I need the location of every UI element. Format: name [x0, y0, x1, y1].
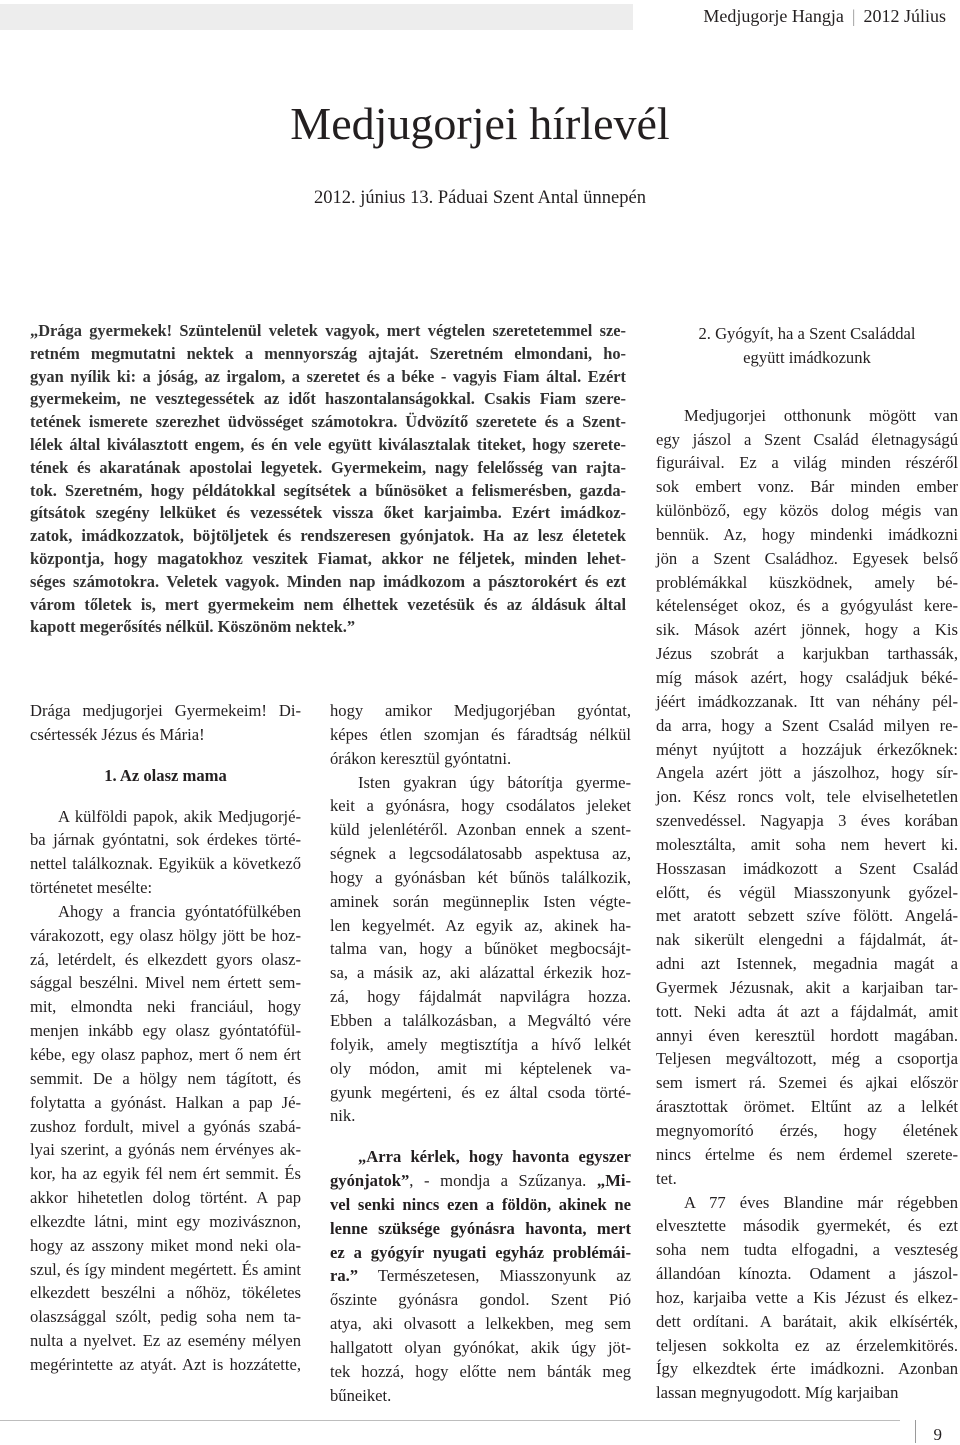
- body-line: semmit. De a hölgy nem tágított, és: [30, 1068, 301, 1088]
- publication-name: Medjugorje Hangja: [703, 6, 844, 26]
- body-line: sem ismert rá. Szemei és ajkai először: [656, 1073, 958, 1093]
- paragraph-gap: [30, 747, 301, 764]
- body-line: len kegyelmét. Az egyik az, akinek ha-: [330, 915, 631, 935]
- body-line: soha nem tudta elfogadni, a veszteség: [656, 1240, 958, 1260]
- message-block: [30, 320, 626, 639]
- body-line: nak sikerült elengedni a fájdalmát, át-: [656, 930, 958, 950]
- column-2: [330, 699, 631, 1407]
- body-line: hoz, karjaiba vette a Kis Jézust és elkez-: [656, 1287, 958, 1307]
- message-line: tének és akaratának apostolai legyetek. Gyermekeim, nagy felelősség van rajta-: [30, 457, 626, 477]
- body-line: várakozott, egy olasz hölgy jött be hoz-: [30, 925, 301, 945]
- body-line: jön a Szent Családhoz. Egyesek belső: [656, 548, 958, 568]
- body-line: állandóan kínozta. Odament a jászol-: [656, 1264, 958, 1284]
- paragraph-gap: [330, 1128, 631, 1145]
- message-line: retném megmutatni nektek a mennyország ajtaját. Szeretném elmondani, ho-: [30, 343, 626, 363]
- body-line: sok embert vonz. Bár minden ember: [656, 477, 958, 497]
- body-line: történetet mesélte:: [30, 878, 153, 898]
- body-line: annyi éven keresztül hordott magában.: [656, 1025, 958, 1045]
- message-line: központja, hogy magatokhoz veszitek Fiamat, akkor ne féljetek, minden lehet-: [30, 548, 626, 568]
- body-line: zá, letérdelt, és elkezdett gyors olasz-: [30, 949, 301, 969]
- body-line: jéért imádkozzanak. Itt van néhány pél-: [656, 691, 958, 711]
- body-line: gyunk megérteni, és ez által csoda törté-: [330, 1082, 631, 1102]
- body-line: megérintette az atyát. Azt is hozzátette,: [30, 1354, 301, 1374]
- message-line: lélek által kiválasztott engem, és én vele együtt kiválasztalak titeket, hogy szerete-: [30, 434, 626, 454]
- body-line: különböző, egy közös dolog mégis van: [656, 501, 958, 521]
- body-line: zushoz fordult, mivel a gyónás szabá-: [30, 1116, 301, 1136]
- quote-line: „Arra kérlek, hogy havonta egyszer: [358, 1147, 631, 1167]
- quote-line: vel senki nincs ezen a földön, akinek ne: [330, 1194, 631, 1214]
- body-line: előtt, és végül Miasszonyunk győzel-: [656, 882, 958, 902]
- body-line: elkezdte látni, mint egy mozivásznon,: [30, 1211, 301, 1231]
- body-line: zá, hogy fájdalmát napvilágra hozza.: [330, 987, 631, 1007]
- body-line: szenvedéssel. Nagyapja 3 éves korában: [656, 811, 958, 831]
- body-line: szul, és így mindent megértett. És amint: [30, 1259, 301, 1279]
- page-subtitle: 2012. június 13. Páduai Szent Antal ünnepén: [314, 188, 646, 208]
- page-title: Medjugorjei hírlevél: [290, 98, 670, 149]
- body-line: folyik, amely megtisztítja a hívő lelkét: [330, 1034, 631, 1054]
- issue-date: 2012 Július: [863, 6, 946, 26]
- message-line: várom tőletek is, mert gyermekeim nem élhettek vezetésük és az áldásuk által: [30, 594, 626, 614]
- body-line: tott. Neki adta át azt a fájdalmát, amit: [656, 1001, 958, 1021]
- body-line: kételenséget okoz, és a gyógyulást kere-: [656, 596, 958, 616]
- body-line: ségnek a legcsodálatosabb aspektusa az,: [330, 844, 631, 864]
- body-line: Gyermek Jézusnak, akit a karjaiban tar-: [656, 977, 958, 997]
- body-line: bennük. Az, hogy mindenki imádkozni: [656, 524, 958, 544]
- paragraph-gap: [656, 387, 958, 404]
- body-line: menjen inkább egy olasz gyóntatófül-: [30, 1021, 301, 1041]
- body-line: kor, ha az egyik fél nem ért semmit. És: [30, 1164, 301, 1184]
- header-separator: |: [851, 6, 856, 26]
- body-line: molesztálta, amit soha nem hevert ki.: [656, 834, 958, 854]
- body-line: aminek során megünnepliк Isten végte-: [330, 891, 631, 911]
- quote-line: atya, aki olvasott a lelkekben, meg sem: [330, 1314, 631, 1334]
- page-number-separator: [915, 1420, 916, 1443]
- body-line: Így elkezdtek érte imádkozni. Azonban: [656, 1359, 958, 1379]
- body-line: egy jászol a Szent Család életnagyságú: [656, 429, 958, 449]
- body-line: Isten gyakran úgy bátorítja gyerme-: [358, 772, 631, 792]
- body-line: kébe, egy olasz paphoz, mert ő nem ért: [30, 1044, 301, 1064]
- body-line: hogy amikor Medjugorjéban gyóntat,: [330, 701, 631, 720]
- body-line: sik. Mások azért jönnek, hogy a Kis: [656, 620, 958, 640]
- body-line: elkezdett beszélni a nőhöz, tökéletes: [30, 1283, 301, 1303]
- quote-line: bűneiket.: [330, 1385, 392, 1405]
- column-1: [30, 699, 301, 1377]
- body-line: Angela azért jött a jászolhoz, hogy sír-: [656, 763, 958, 783]
- body-line: küld jelenlétéről. Azonban ennek a szent-: [330, 820, 631, 840]
- column-3: [656, 322, 958, 1405]
- intro-line: Drága medjugorjei Gyermekeim! Di-: [30, 701, 301, 720]
- message-line: „Drága gyermekek! Szüntelenül veletek vagyok, mert végtelen szeretetemmel sze-: [30, 321, 626, 340]
- running-header: [703, 3, 946, 29]
- body-line: oly módon, amit mi képtelenek va-: [330, 1058, 631, 1078]
- body-line: megnyomorító érzés, hogy életének: [656, 1121, 958, 1140]
- quote-line: ra.” Természetesen, Miasszonyunk az: [330, 1266, 631, 1286]
- quote-line: hallgatott olyan gyónókat, akik úgy jöt-: [330, 1337, 631, 1357]
- body-line: A külföldi papok, akik Medjugorjé-: [58, 806, 301, 826]
- body-line: Jézus szobrát a karjukban tarthassák,: [656, 644, 958, 664]
- body-line: met aratott sebzett szíve fölött. Angelá-: [656, 906, 958, 926]
- body-line: keit a gyónásra, hogy csodálatos jeleket: [330, 796, 631, 816]
- intro-line: csértessék Jézus és Mária!: [30, 724, 205, 744]
- body-line: órákon keresztül gyóntatni.: [330, 748, 512, 768]
- body-line: adni azt Istennek, megadnia magát a: [656, 954, 958, 974]
- quote-line: tek hozzá, hogy előtte nem bánták meg: [330, 1361, 631, 1381]
- body-line: hogy a gyónásban két bűnös találkozik,: [330, 867, 631, 887]
- section-heading: 2. Gyógyít, ha a Szent Családdal: [698, 324, 916, 343]
- body-line: ba járnak gyóntatni, sok érdekes törté-: [30, 830, 301, 850]
- body-line: mit, elmondta neki franciául, hogy: [30, 997, 301, 1017]
- page-number: 9: [933, 1425, 942, 1444]
- quote-line: gyónjatok”, - mondja a Szűzanya. „Mi-: [330, 1171, 631, 1191]
- body-line: problémákkal küszködnek, amely bé-: [656, 572, 958, 592]
- body-line: A 77 éves Blandine már régebben: [684, 1192, 958, 1212]
- body-line: nulta a nyelvet. Ez az esemény mélyen: [30, 1331, 301, 1351]
- header-bar: [0, 4, 633, 30]
- body-line: Hosszasan imádkozott a Szent Család: [656, 858, 958, 878]
- message-line: gítsátok szegény lelküket és vezessétek vissza őket karjaimba. Ezért imádkoz-: [30, 503, 626, 523]
- body-line: Ebben a találkozásban, a Megváltó vére: [330, 1010, 631, 1030]
- body-line: akkor hihetetlen dolog történt. A pap: [30, 1188, 301, 1208]
- quote-line: lenne szüksége gyónásra havonta, mert: [330, 1218, 631, 1238]
- body-line: nik.: [330, 1106, 356, 1126]
- body-line: képes étlen szomjan és fáradtság nélkül: [330, 724, 631, 744]
- body-line: figuráival. Ez a világ minden részéről: [656, 453, 958, 473]
- body-line: árasztottak örömet. Eltűnt az a lelkét: [656, 1097, 958, 1117]
- message-line: gyan nyílik ki: a jóság, az irgalom, a szeretet és a béke - vagyis Fiam által. Ezért: [30, 366, 626, 386]
- body-line: Teljesen megváltozott, még a csoportja: [656, 1049, 958, 1069]
- body-line: teljesen sokkolta ez az érzelemkitörés.: [656, 1335, 958, 1355]
- body-line: ményt nyújtott a hozzájuk érkezőknek:: [656, 739, 958, 759]
- body-line: lyai szerint, a gyónás nem érvényes ak-: [30, 1140, 301, 1160]
- body-line: Medjugorjei otthonunk mögött van: [684, 405, 958, 425]
- body-line: sággal beszélni. Mivel nem értett sem-: [30, 973, 301, 993]
- body-line: Ahogy a francia gyóntatófülkében: [58, 901, 301, 921]
- message-line: kapott megerősítés nélkül. Köszönöm nektek.”: [30, 617, 356, 637]
- body-line: nincs értelme és nem érdemel szerete-: [656, 1144, 958, 1164]
- body-line: talma van, hogy a bűnöket megbocsájt-: [330, 939, 631, 959]
- quote-line: ez a gyógyír nyugati egyház problémái-: [330, 1242, 631, 1262]
- message-line: gyermekeim, ne vesztegessétek az időt haszontalanságokkal. Csakis Fiam szere-: [30, 389, 626, 409]
- body-line: olaszsággal szólt, pedig soha nem ta-: [30, 1307, 301, 1327]
- body-line: míg mások azért, hogy családjuk béké-: [656, 667, 958, 687]
- message-line: tetének ismerete szerezhet üdvösséget számotokra. Üdvözítő szeretete és a Szent-: [30, 412, 626, 432]
- message-line: zatok, imádkozzatok, böjtöljetek és rendszeresen gyónjatok. Ha az lesz életetek: [30, 526, 626, 546]
- body-line: tet.: [656, 1168, 677, 1188]
- paragraph-gap: [656, 370, 958, 387]
- body-line: dett ordítani. A barátait, akik elkísérték,: [656, 1311, 958, 1331]
- body-line: folytatta a gyónást. Halkan a pap Jé-: [30, 1092, 301, 1112]
- section-heading: együtt imádkozunk: [743, 347, 871, 367]
- quote-line: őszinte gyónásra gondol. Szent Pió: [330, 1290, 631, 1310]
- body-line: sa, a másik az, aki alázattal érkezik hoz-: [330, 963, 631, 983]
- body-line: jon. Kész roncs volt, tele elviselhetetlen: [656, 787, 958, 807]
- section-heading: 1. Az olasz mama: [104, 765, 227, 785]
- body-line: hogy az asszony miket mond neki ola-: [30, 1235, 301, 1255]
- body-line: lassan megnyugodott. Míg karjaiban: [656, 1383, 899, 1403]
- body-line: elvesztette második gyermekét, és ezt: [656, 1216, 958, 1236]
- paragraph-gap: [30, 788, 301, 805]
- message-line: tok. Szeretném, hogy példátokkal segítsétek a bűnösöket a felismerésben, gazda-: [30, 480, 626, 500]
- footer-rule: [0, 1420, 900, 1421]
- body-line: da arra, hogy a Szent Család milyen re-: [656, 715, 958, 735]
- message-line: séges számotokra. Veletek vagyok. Minden nap imádkozom a pásztorokért és ezt: [30, 571, 626, 591]
- body-line: nettel találkoznak. Egyikük a következő: [30, 854, 301, 874]
